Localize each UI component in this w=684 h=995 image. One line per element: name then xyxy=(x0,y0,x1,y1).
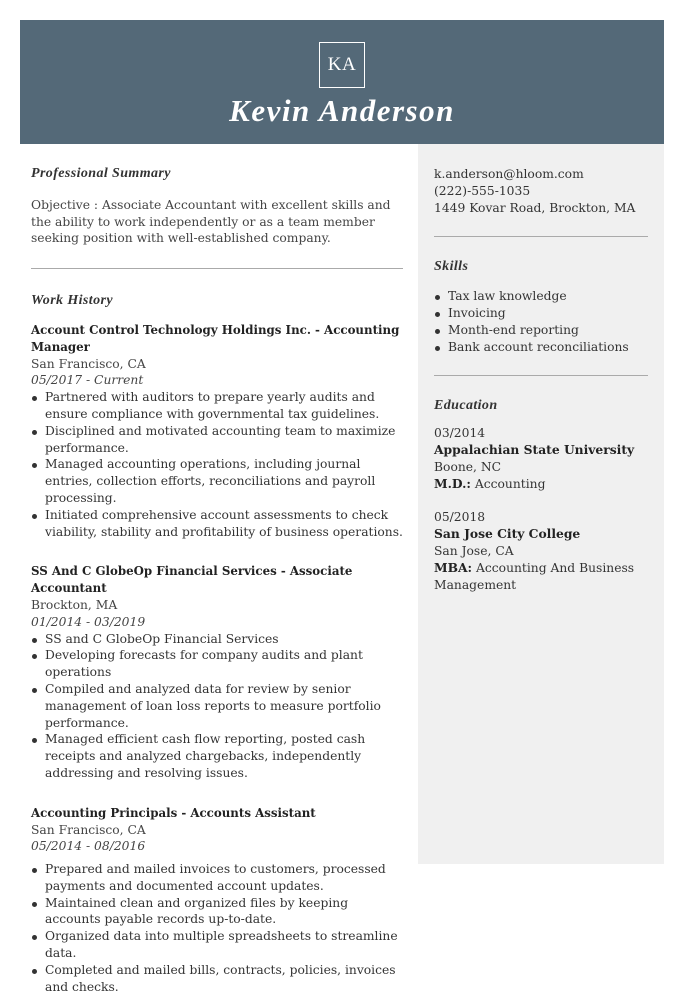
degree-label: MBA: xyxy=(434,559,473,575)
degree-field: Accounting xyxy=(474,476,546,491)
job-bullet: SS and C GlobeOp Financial Services xyxy=(31,631,403,648)
degree-field: Accounting And Business Management xyxy=(434,560,635,592)
job-bullet: Partnered with auditors to prepare yearly audits and ensure compliance with governmental tax guidelines. xyxy=(31,389,403,423)
skills-divider xyxy=(434,375,648,376)
skill-item: Bank account reconciliations xyxy=(434,339,648,356)
job-bullet: Initiated comprehensive account assessments to check viability, stability and profitability of business operations. xyxy=(31,507,403,541)
job-bullet: Developing forecasts for company audits and plant operations xyxy=(31,647,403,681)
job-location: San Francisco, CA xyxy=(31,822,146,837)
job-dates: 05/2017 - Current xyxy=(31,373,144,388)
contact-email[interactable]: k.anderson@hloom.com xyxy=(434,167,584,181)
degree-label: M.D.: xyxy=(434,475,471,491)
job-bullet: Managed accounting operations, including journal entries, collection efforts, reconciliations and payroll processing. xyxy=(31,456,403,506)
job-bullet: Disciplined and motivated accounting team to maximize performance. xyxy=(31,423,403,457)
skills-list xyxy=(434,288,648,355)
job-entry xyxy=(31,805,403,995)
skill-item: Tax law knowledge xyxy=(434,288,648,305)
education-heading: Education xyxy=(434,398,498,414)
contact-phone: (222)-555-1035 xyxy=(434,183,531,198)
education-entry xyxy=(434,509,648,593)
education-school: Appalachian State University xyxy=(434,441,635,457)
job-bullets xyxy=(31,861,403,995)
job-bullet: Prepared and mailed invoices to customers, processed payments and documented account updates. xyxy=(31,861,403,895)
contact-address: 1449 Kovar Road, Brockton, MA xyxy=(434,200,636,215)
skill-item: Month-end reporting xyxy=(434,322,648,339)
candidate-name: Kevin Anderson xyxy=(229,93,455,128)
job-entry xyxy=(31,563,403,781)
job-bullet: Organized data into multiple spreadsheets to streamline data. xyxy=(31,928,403,962)
skill-item: Invoicing xyxy=(434,305,648,322)
summary-text: Objective : Associate Accountant with excellent skills and the ability to work independently or as a team member seeking position with well-established company. xyxy=(31,197,391,246)
job-dates: 01/2014 - 03/2019 xyxy=(31,614,146,629)
skills-heading: Skills xyxy=(434,259,469,275)
job-location: San Francisco, CA xyxy=(31,356,146,371)
monogram: KA xyxy=(319,42,365,88)
education-degree xyxy=(434,476,648,493)
job-entry xyxy=(31,322,403,540)
education-date: 03/2014 xyxy=(434,426,486,441)
sidebar-column xyxy=(434,160,648,593)
work-history-heading: Work History xyxy=(31,293,113,309)
job-bullet: Maintained clean and organized files by keeping accounts payable records up-to-date. xyxy=(31,895,403,929)
education-location: Boone, NC xyxy=(434,459,502,474)
summary-divider xyxy=(31,268,403,269)
education-school: San Jose City College xyxy=(434,526,581,542)
job-location: Brockton, MA xyxy=(31,597,118,612)
job-bullet: Completed and mailed bills, contracts, policies, invoices and checks. xyxy=(31,962,403,995)
main-column xyxy=(31,160,403,995)
job-title: SS And C GlobeOp Financial Services - Associate Accountant xyxy=(31,564,353,596)
job-bullets xyxy=(31,631,403,782)
job-dates: 05/2014 - 08/2016 xyxy=(31,839,146,854)
summary-heading: Professional Summary xyxy=(31,166,171,181)
education-degree xyxy=(434,560,648,594)
job-bullet: Compiled and analyzed data for review by senior management of loan loss reports to measure portfolio performance. xyxy=(31,681,403,731)
contact-divider xyxy=(434,236,648,237)
job-bullet: Managed efficient cash flow reporting, posted cash receipts and analyzed chargebacks, independently addressing and resolving issues. xyxy=(31,731,403,781)
education-entry xyxy=(434,425,648,492)
education-date: 05/2018 xyxy=(434,510,486,525)
job-title: Accounting Principals - Accounts Assistant xyxy=(31,805,316,820)
education-location: San Jose, CA xyxy=(434,543,514,558)
job-bullets xyxy=(31,389,403,540)
job-title: Account Control Technology Holdings Inc. - Accounting Manager xyxy=(31,322,400,354)
